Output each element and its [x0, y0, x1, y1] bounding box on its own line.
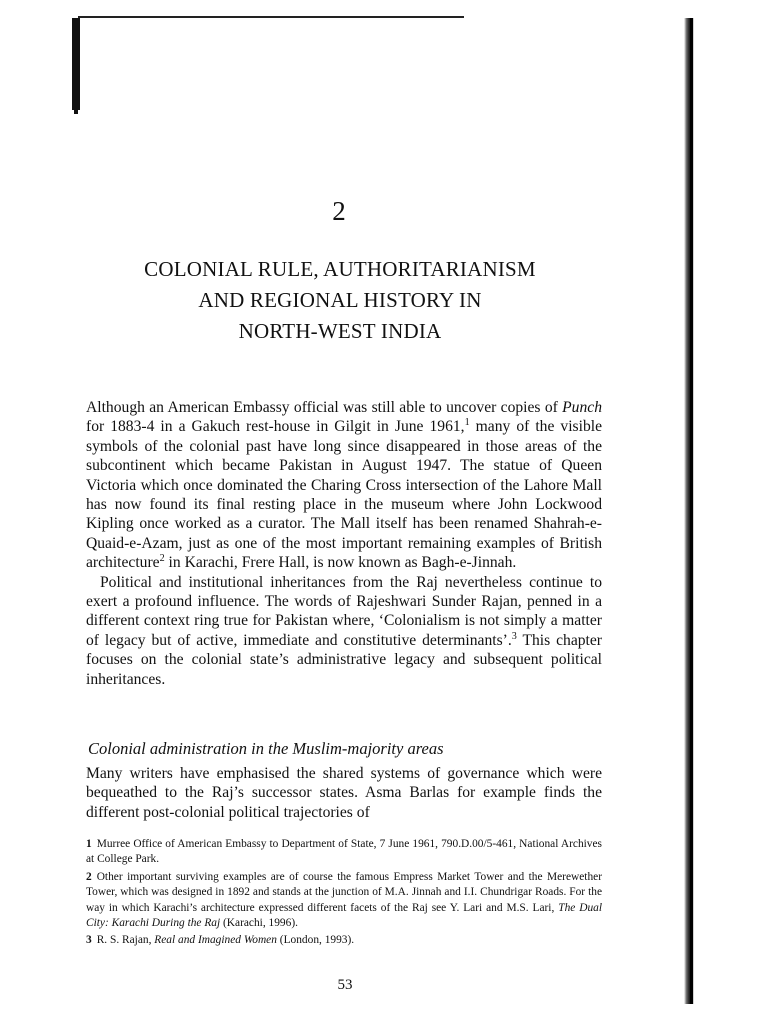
- footnote-italic-title: Real and Imagined Women: [154, 934, 277, 947]
- intro-paragraph-1: [86, 398, 602, 573]
- section-heading: Colonial administration in the Muslim-majority areas: [88, 739, 444, 758]
- intro-text: [86, 398, 602, 689]
- text-run: in Karachi, Frere Hall, is now known as Bagh-e-Jinnah.: [164, 554, 517, 572]
- footnote-mark: 1: [86, 838, 92, 850]
- footnote-mark: 2: [86, 870, 92, 883]
- chapter-number: 2: [332, 196, 346, 226]
- footnote-text: (London, 1993).: [276, 934, 355, 947]
- footnote-ref-3[interactable]: 3: [511, 630, 517, 642]
- footnote-text: Murree Office of American Embassy to Department of State, 7 June 1961, 790.D.00/5-461, National Archives at College Park.: [86, 838, 602, 866]
- text-run: many of the visible symbols of the colonial past have long since disappeared in those areas of the subcontinent which became Pakistan in August 1947. The statue of Queen Victoria which once dominated the Charing Cross intersection of the Lahore Mall has now found its final resting place in the museum where John Lockwood Kipling once worked as a curator. The Mall itself has been renamed Shahrah-e-Quaid-e-Azam, just as one of the most important remaining examples of British architecture: [86, 418, 603, 572]
- scan-border-left-tail: [74, 84, 78, 114]
- scan-page-edge-line: [690, 18, 693, 1004]
- footnotes: [86, 837, 602, 951]
- footnote-1: [86, 837, 602, 868]
- page-number: 53: [337, 977, 353, 993]
- chapter-title-line-3: NORTH-WEST INDIA: [238, 319, 442, 343]
- chapter-title-line-2: AND REGIONAL HISTORY IN: [198, 288, 482, 312]
- intro-paragraph-2: [86, 573, 602, 689]
- chapter-title: [100, 254, 580, 347]
- footnote-3: [86, 933, 602, 948]
- text-run: Although an American Embassy official was still able to uncover copies of: [86, 399, 563, 416]
- section-paragraph-1: Many writers have emphasised the shared systems of governance which were bequeathed to the Raj’s successor states. Asma Barlas for example finds the different post-colonial political trajectories of: [86, 765, 602, 821]
- footnote-ref-1[interactable]: 1: [464, 417, 470, 429]
- text-run: Political and institutional inheritances from the Raj nevertheless continue to exert a profound influence. The words of Rajeshwari Sunder Rajan, penned in a different context ring true for Pakistan where, ‘Colonialism is not simply a matter of legacy but of active, immediate and constitutive determinants’.: [86, 573, 602, 649]
- italic-title-punch: Punch: [562, 399, 602, 416]
- section-text: [86, 764, 602, 822]
- text-run: for 1883-4 in a Gakuch rest-house in Gilgit in June 1961,: [86, 418, 465, 436]
- footnote-mark: 3: [86, 934, 92, 947]
- footnote-text: R. S. Rajan,: [96, 934, 155, 947]
- footnote-ref-2[interactable]: 2: [159, 553, 165, 565]
- scan-border-top: [78, 16, 464, 18]
- footnote-2: [86, 870, 602, 932]
- footnote-text: Other important surviving examples are of course the famous Empress Market Tower and the Merewether Tower, which was designed in 1892 and stands at the junction of M.A. Jinnah and I.I. Chundrigar Roads. For the way in which Karachi’s architecture expressed different facets of the Raj see Y. Lari and M.S. Lari,: [86, 870, 602, 914]
- text-run: This chapter focuses on the colonial state’s administrative legacy and subsequent political inheritances.: [86, 631, 602, 688]
- footnote-italic-title: The Dual City: Karachi During the Raj: [86, 901, 603, 930]
- chapter-title-line-1: COLONIAL RULE, AUTHORITARIANISM: [144, 257, 536, 281]
- footnote-text: (Karachi, 1996).: [220, 917, 298, 930]
